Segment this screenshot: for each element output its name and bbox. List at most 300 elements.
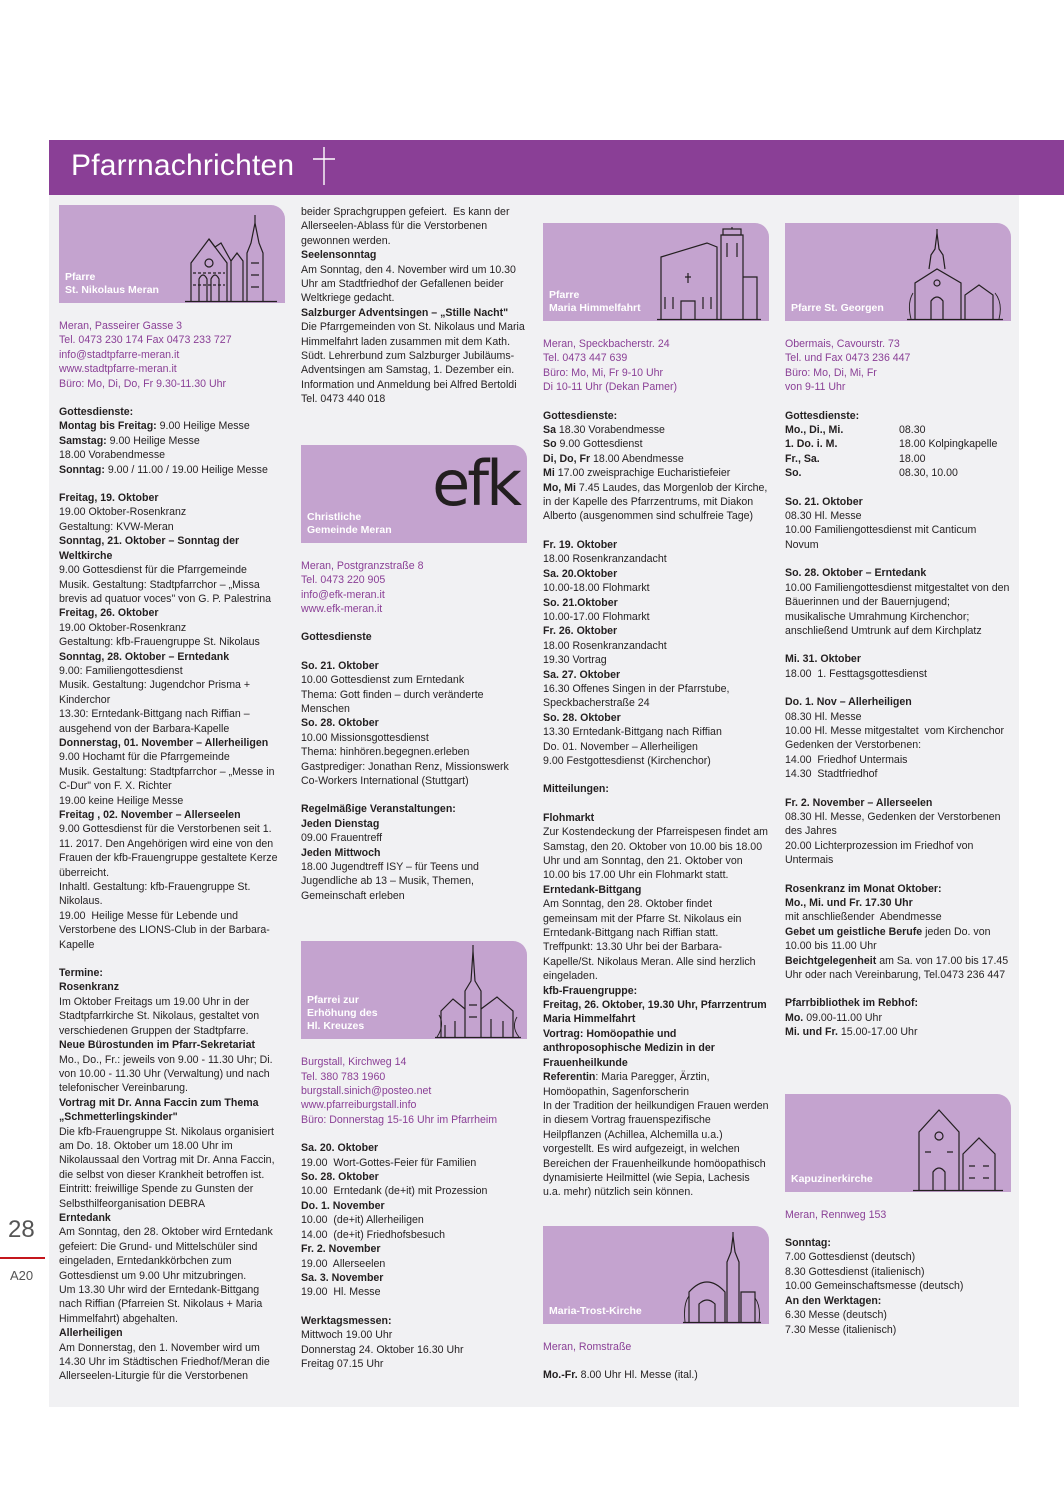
text-emphasis: Vortrag mit Dr. Anna Faccin zum Thema „Schmetterlingskinder" [59,1096,262,1124]
text-line [785,495,1011,509]
text-body: 10.00-18.00 Flohmarkt [543,582,650,595]
text-line [301,1170,527,1184]
text-body: 19.00 Heilige Messe für Lebende und Verstorbene des LIONS-Club in der Barbara-Kapelle [59,909,270,951]
text-line [59,794,285,808]
text-line [543,481,769,524]
text-emphasis: Mo, Mi [543,481,576,494]
page-number: 28 [8,1216,35,1243]
text-emphasis: So [543,438,557,451]
text-body: 19.00 Allerseelen [301,1257,386,1270]
text-body: 14.00 (de+it) Friedhofsbesuch [301,1228,445,1241]
text-line [301,760,527,789]
contact-block [785,337,1011,395]
text-line [543,567,769,581]
text-body: 13.30 Erntedank-Bittgang nach Riffian [543,726,722,739]
text-line [59,736,285,750]
text-line [301,248,527,262]
text-line [785,509,1011,523]
text-line [785,667,1011,681]
text-body: 19.00 Hl. Messe [301,1286,381,1299]
text-line [785,566,1011,580]
text-emphasis: Fr. 26. Oktober [543,625,618,638]
text-line [785,996,1011,1010]
text-line [301,263,527,306]
schedule-day: So. [785,467,802,480]
text-body: 18.30 Vorabendmesse [555,424,665,437]
text-body: 9.00 Gottesdienst [556,438,643,451]
text-emphasis: So. 28. Oktober [301,717,379,730]
text-line [543,653,769,667]
text-body: 7.00 Gottesdienst (deutsch) [785,1251,916,1264]
text-line [59,980,285,994]
text-emphasis: So. 21. Oktober [785,495,863,508]
address: Meran, Postgranzstraße 8 [301,559,424,572]
text-line [543,552,769,566]
text-emphasis: Fr. 2. November [301,1243,381,1256]
text-emphasis: Mitteilungen: [543,783,609,796]
page-code: A20 [10,1268,34,1283]
text-line [301,1343,527,1357]
parish-name-line: Christliche [307,510,362,523]
text-line [59,995,285,1038]
text-body: Musik. Gestaltung: Stadtpfarrchor – „Missa brevis ad quatuor voces" von G. P. Palestrina [59,578,272,605]
text-emphasis: Regelmäßige Veranstaltungen: [301,803,456,816]
text-line [785,724,1011,738]
text-line [301,745,527,759]
sections [59,405,285,1384]
text-body: Am Donnerstag, den 1. November wird um 14.30 Uhr im Städtischen Friedhof/Meran die Allerseelen-Liturgie für die Verstorbenen [59,1341,273,1383]
text-line [785,1294,1011,1308]
text-line [543,581,769,595]
text-emphasis: Sonntag: [785,1237,831,1250]
text-line [59,1283,285,1326]
text-line [301,817,527,831]
text-body: 08.30 Hl. Messe [785,710,862,723]
text-emphasis: Sa. 20. Oktober [301,1142,379,1155]
text-line [785,1279,1011,1293]
text-line [785,882,1011,896]
text-section [785,695,1011,781]
parish-name [307,511,392,537]
text-section [301,1141,527,1299]
text-emphasis: Mo., Mi. und Fr. 17.30 Uhr [785,897,913,909]
text-body: 7.45 Laudes, das Morgenlob der Kirche, in der Kapelle des Pfarrzentrums, mit Diakon Alberto (ausgenommen sind schulfreie Tage) [543,481,771,523]
text-line [543,1368,769,1382]
address: Obermais, Cavourstr. 73 [785,338,900,350]
services-schedule [785,409,1011,481]
text-body: 18.00 Jugendtreff ISY – für Teens und Jugendliche ab 13 – Musik, Themen, Gemeinschaft erleben [301,861,482,902]
text-line [301,1271,527,1285]
text-body: 20.00 Lichterprozession im Friedhof von Untermais [785,839,977,867]
text-line [59,822,285,880]
text-emphasis: Rosenkranz [59,981,120,994]
text-emphasis: Gebet um geistliche Berufe [785,925,923,938]
text-body: Information und Anmeldung bei Alfred Bertoldi Tel. 0473 440 018 [301,378,520,406]
text-section [301,802,527,903]
text-line [301,630,527,644]
schedule-time: 18.00 [899,452,926,465]
text-emphasis: Jeden Dienstag [301,817,380,830]
text-section [301,1314,527,1372]
schedule-title: Gottesdienste: [785,409,860,422]
parish-name-line: Hl. Kreuzes [307,1020,365,1033]
text-line [543,740,769,754]
text-emphasis: Vortrag: Homöopathie und anthroposophische Medizin in der Frauenheilkunde [543,1027,718,1069]
website-link[interactable]: www.efk-meran.it [301,602,383,615]
text-line [785,523,1011,552]
parish-header-kapuziner [785,1094,1011,1192]
text-line [543,668,769,682]
text-line [59,1053,285,1096]
text-line [543,437,769,451]
text-line [59,707,285,736]
column-maria-himmelfahrt [543,205,772,1383]
phone: Tel. 0473 230 174 Fax 0473 233 727 [59,334,232,347]
phone: Tel. 0473 220 905 [301,574,386,587]
text-emphasis: Pfarrbibliothek im Rebhof: [785,997,919,1010]
email-link[interactable]: info@stadtpfarre-meran.it [59,348,180,361]
text-body: Inhaltl. Gestaltung: kfb-Frauengruppe St. Nikolaus. [59,881,254,908]
text-emphasis: Rosenkranz im Monat Oktober: [785,882,942,895]
text-section [785,566,1011,638]
text-line [785,810,1011,839]
text-line [59,606,285,620]
parish-header-st-nikolaus [59,205,285,303]
text-body: am Sa. von 17.00 bis 17.45 Uhr oder nach Vereinbarung, Tel.0473 236 447 [785,954,1012,982]
text-section [59,491,285,952]
text-emphasis: Gottesdienste [301,631,372,644]
parish-name-line: Kapuzinerkirche [791,1172,873,1185]
parish-header-hl-kreuz [301,941,527,1039]
church-maria-trost-icon [683,1232,761,1324]
text-emphasis: So. 28. Oktober [301,1171,379,1184]
text-body: 18.00 1. Festtagsgottesdienst [785,667,927,680]
text-line [785,1236,1011,1250]
text-emphasis: Werktagsmessen: [301,1314,392,1327]
text-body: 10.00 Erntedank (de+it) mit Prozession [301,1185,488,1198]
text-line [543,639,769,653]
text-emphasis: Allerheiligen [59,1327,123,1340]
text-body: 18.00 Vorabendmesse [59,449,166,462]
text-line [59,635,285,649]
text-line [59,1038,285,1052]
text-line [59,505,285,519]
text-line [543,1027,769,1070]
text-line [543,682,769,711]
parish-name [549,1305,642,1318]
text-line [301,205,527,248]
text-body: 10.00-17.00 Flohmarkt [543,610,650,623]
text-body: Die Pfarrgemeinden von St. Nikolaus und Maria Himmelfahrt laden zusammen mit dem Kath. Südt. Lehrerbund zum Salzburger Jubiläums-Adventsingen am Samstag, 1. Dezember ein. [301,321,528,377]
schedule-time: 18.00 Kolpingkapelle [899,438,998,451]
text-emphasis: Salzburger Adventsingen – „Stille Nacht" [301,306,509,319]
text-body: Am Sonntag, den 28. Oktober findet gemeinsam mit der Pfarre St. Nikolaus ein Erntedank-Bittgang nach Riffian statt. Treffpunkt: 13.30 Uhr bei der Barbara-Kapelle/St. Nikolaus Meran. Alle sind herzlich eingeladen. [543,898,759,983]
text-emphasis: Sa. 3. November [301,1271,384,1284]
text-body: 6.30 Messe (deutsch) [785,1309,887,1322]
text-line [59,650,285,664]
text-emphasis: Mo. [785,1011,804,1024]
text-line [59,1225,285,1283]
contact-block [543,337,769,395]
text-body: Gastprediger: Jonathan Renz, Missionswerk Co-Workers International (Stuttgart) [301,760,512,787]
text-body: 9.00 / 11.00 / 19.00 Heilige Messe [104,463,268,476]
text-body: Am Sonntag, den 4. November wird um 10.30 Uhr am Stadtfriedhof der Gefallenen beider Weltkriege gedacht. [301,263,519,305]
column-st-nikolaus [59,205,285,1384]
schedule-grid [785,423,1011,481]
parish-name-line: Pfarre St. Georgen [791,302,884,314]
text-body: 9.00 Gottesdienst für die Pfarrgemeinde [59,564,247,577]
text-line [301,860,527,903]
text-section [785,796,1011,868]
text-body: : Maria Paregger, Ärztin, Homöopathin, Sagenforscherin [543,1071,713,1098]
text-body: mit anschließender Abendmesse [785,911,942,924]
contact-block [301,1055,527,1127]
schedule-day: Mo., Di., Mi. [785,424,844,437]
office-hours: Büro: Donnerstag 15-16 Uhr im Pfarrheim [301,1113,498,1126]
text-line [59,678,285,707]
text-emphasis: Fr. 19. Oktober [543,538,618,551]
text-line [785,767,1011,781]
parish-name-line: Pfarre [65,271,96,283]
text-section [785,882,1011,983]
email-link[interactable]: info@efk-meran.it [301,588,385,601]
text-emphasis: Di, Do, Fr [543,452,591,465]
text-emphasis: Mi [543,467,555,480]
text-line [59,534,285,563]
text-line [543,538,769,552]
parish-name [791,302,884,315]
text-body: Do. 01. November – Allerheiligen [543,740,698,753]
text-emphasis: Sa. 27. Oktober [543,668,621,681]
text-line [59,750,285,764]
text-line [301,1328,527,1342]
page-title: Pfarrnachrichten [71,149,295,182]
text-line [543,1070,769,1099]
contact-block [543,1340,769,1354]
text-emphasis: Sonntag, 28. Oktober – Erntedank [59,650,230,663]
text-body: Thema: hinhören.begegnen.erleben [301,746,470,759]
text-line [301,831,527,845]
text-line [785,695,1011,709]
text-body: 9.00 Heilige Messe [156,420,250,433]
text-emphasis: So. 21. Oktober [301,659,379,672]
address: Meran, Rennweg 153 [785,1208,887,1221]
phone: Tel. 380 783 1960 [301,1070,386,1083]
text-line [785,753,1011,767]
text-line [59,1326,285,1340]
text-body: Mittwoch 19.00 Uhr [301,1329,393,1342]
text-emphasis: Donnerstag, 01. November – Allerheiligen [59,736,269,749]
text-body: Mo., Do., Fr.: jeweils von 9.00 - 11.30 Uhr; Di. von 10.00 - 11.30 Uhr (Verwaltung) und nach telefonischer Vereinbarung. [59,1053,276,1095]
church-st-nikolaus-icon [185,213,277,303]
office-hours: Büro: Mo, Di, Mi, Fr [785,366,877,379]
parish-name-line: Erhöhung des [307,1007,378,1020]
text-line [59,448,285,462]
text-body: 14.00 Friedhof Untermais [785,753,908,766]
text-body: Am Sonntag, den 28. Oktober wird Erntedank gefeiert: Die Grund- und Mittelschüler sind eingeladen, Erntedankkörbchen zum Gottesdienst um 9.00 Uhr mitzubringen. [59,1226,276,1282]
text-emphasis: Sonntag, 21. Oktober – Sonntag der Weltkirche [59,535,243,562]
text-line [543,825,769,883]
parish-name [791,1173,873,1186]
text-body: Im Oktober Freitags um 19.00 Uhr in der Stadtpfarrkirche St. Nikolaus, gestaltet von verschiedenen Gruppen der Stadtpfarre. [59,995,263,1037]
office-hours: Di 10-11 Uhr (Dekan Pamer) [543,381,678,394]
text-body: In der Tradition der heilkundigen Frauen werden in diesem Vortrag frauenspezifische Heilpflanzen (Achillea, Alchemilla u.a.) vorgestellt. Es wird aufgezeigt, in welchen Bereichen der Frauenheilkunde homöopathisch dynamisierte Heilmittel (wie Sepia, Lachesis u.a. mehr) nützlich sein können. [543,1099,772,1199]
text-line [785,738,1011,752]
text-line [59,1125,285,1211]
text-line [543,782,769,796]
text-line [785,710,1011,724]
text-line [301,1228,527,1242]
text-line [543,409,769,423]
text-line [785,581,1011,639]
church-hl-kreuz-icon [435,945,521,1039]
text-line [301,731,527,745]
text-line [301,673,527,687]
text-body: 08.30 Hl. Messe [785,510,862,523]
text-line [59,491,285,505]
phone: Tel. 0473 447 639 [543,352,628,365]
text-body: Thema: Gott finden – durch veränderte Menschen [301,688,487,715]
text-emphasis: Freitag, 26. Oktober, 19.30 Uhr, Pfarrzentrum Maria Himmelfahrt [543,999,770,1026]
text-body: 19.00 Wort-Gottes-Feier für Familien [301,1156,477,1169]
text-line [59,765,285,794]
column-st-georgen [785,205,1011,1337]
website-link[interactable]: www.stadtpfarre-meran.it [59,363,177,376]
text-body: 19.00 Oktober-Rosenkranz [59,621,187,634]
text-body: 09.00 Frauentreff [301,832,383,845]
parish-name-line: Pfarre [549,289,580,301]
text-line [543,423,769,437]
text-body: 18.00 Rosenkranzandacht [543,639,667,652]
text-section [785,495,1011,553]
website-link[interactable]: www.pfarreiburgstall.info [301,1099,417,1112]
text-line [59,1341,285,1384]
text-body: 9.00: Familiengottesdienst [59,664,183,677]
text-line [59,434,285,448]
text-line [543,466,769,480]
text-line [301,1141,527,1155]
parish-header-maria-trost [543,1226,769,1324]
text-line [59,808,285,822]
text-line [785,896,1011,910]
text-line [543,1099,772,1200]
text-line [59,664,285,678]
text-section [59,966,285,1384]
text-line [59,909,285,952]
text-section [543,538,769,769]
text-line [785,1250,1011,1264]
text-line [301,716,527,730]
parish-name [549,289,641,315]
text-section [301,659,527,789]
column-middle-left [301,205,527,1371]
text-emphasis: Sa. 20.Oktober [543,567,618,580]
text-line [59,1096,285,1125]
text-line [785,652,1011,666]
text-body: Die kfb-Frauengruppe St. Nikolaus organisiert am Do. 18. Oktober um 18.00 Uhr im Nikolaussaal den Vortrag mit Dr. Anna Faccin, die selbst von dieser Krankheit betroffen ist. Eintritt: freiwillige Spende zu Gunsten der Selbsthilfeorganisation DEBRA [59,1125,278,1210]
text-line [543,725,769,739]
text-body: 16.30 Offenes Singen in der Pfarrstube, Speckbacherstraße 24 [543,682,733,710]
text-line [301,1357,527,1371]
sections [301,1141,527,1371]
office-hours: von 9-11 Uhr [785,381,846,394]
sections [301,630,527,903]
text-line [543,596,769,610]
text-emphasis: Beichtgelegenheit [785,954,877,967]
text-body: 10.00 (de+it) Allerheiligen [301,1214,424,1227]
text-body: 08.30 Hl. Messe, Gedenken der Verstorbenen des Jahres [785,810,1004,838]
text-line [59,419,285,433]
schedule-time: 08.30, 10.00 [899,467,958,480]
text-line [543,811,769,825]
text-body: 8.00 Uhr Hl. Messe (ital.) [577,1369,698,1382]
contact-block [59,319,285,391]
text-body: 9.00 Festgottesdienst (Kirchenchor) [543,754,711,767]
text-emphasis: Fr. 2. November – Allerseelen [785,796,933,809]
parish-header-maria-himmelfahrt [543,223,769,321]
text-section [59,405,285,477]
phone: Tel. und Fax 0473 236 447 [785,352,911,365]
text-body: Gedenken der Verstorbenen: [785,739,922,752]
text-line [785,1265,1011,1279]
text-emphasis: Mi. 31. Oktober [785,653,861,666]
parish-name-line: Maria Himmelfahrt [549,302,641,314]
text-section [543,782,769,796]
email-link[interactable]: burgstall.sinich@posteo.net [301,1085,432,1098]
text-body: 17.00 zweisprachige Eucharistiefeier [554,467,731,480]
text-body: 14.30 Stadtfriedhof [785,768,878,781]
mass-times [543,1368,769,1382]
text-line [785,954,1011,983]
text-line [543,711,769,725]
text-line [785,910,1011,924]
text-emphasis: Freitag, 26. Oktober [59,607,159,620]
church-maria-himmelfahrt-icon [657,227,761,321]
text-body: Musik. Gestaltung: Stadtpfarrchor – „Messe in C-Dur" von F. X. Richter [59,765,278,793]
text-line [301,306,527,320]
text-body: 9.00 Heilige Messe [106,434,200,447]
text-body: 9.00 Hochamt für die Pfarrgemeinde [59,751,230,764]
cross-icon [311,146,337,186]
text-emphasis: Sa [543,424,556,437]
text-emphasis: Gottesdienste: [543,409,618,422]
text-emphasis: Montag bis Freitag: [59,420,157,433]
text-line [301,1213,527,1227]
text-emphasis: Do. 1. Nov – Allerheiligen [785,696,912,709]
parish-name [307,994,378,1033]
text-body: 10.00 Familiengottesdienst mit Canticum Novum [785,524,980,551]
text-emphasis: Erntedank-Bittgang [543,883,642,896]
text-line [301,1257,527,1271]
church-kapuziner-icon [913,1102,1003,1192]
text-emphasis: Samstag: [59,434,107,447]
text-body: 7.30 Messe (italienisch) [785,1323,897,1336]
parish-name-line: Maria-Trost-Kirche [549,1304,642,1317]
text-emphasis: So. 28. Oktober [543,711,621,724]
text-emphasis: Gottesdienste: [59,406,134,419]
text-line [543,883,769,897]
text-body: Gestaltung: KVW-Meran [59,520,174,533]
efk-logo: efk [432,446,519,520]
text-line [301,1242,527,1256]
text-line [785,1011,1011,1025]
text-line [59,520,285,534]
schedule-day: 1. Do. i. M. [785,438,838,451]
text-line [543,754,769,768]
text-emphasis: So. 28. Oktober – Erntedank [785,567,927,580]
text-emphasis: Neue Bürostunden im Pfarr-Sekretariat [59,1039,256,1052]
text-line [785,1323,1011,1337]
